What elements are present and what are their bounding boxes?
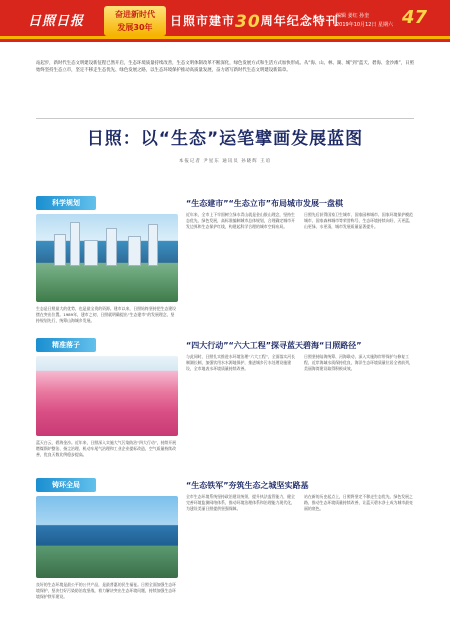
byline: 本报记者 尹星东 通讯员 孙晓辉 王谊 [178,159,272,164]
special-title-number: 30 [235,12,261,32]
flower-field-photo [36,356,178,436]
section-label: 科学规划 [36,196,96,210]
article-text: 近年来，全市上下牢固树立绿水青山就是金山银山理念，坚持生态优先、绿色发展，高标准编制城市总体规划，合理确定城市开发边界和生态保护红线，构建起科学合理的城市空间布局。 [186,212,295,230]
special-title-pre: 日照市建市 [170,14,236,28]
article-text: 蓝天白云，碧海金沙。近年来，日照深入实施大气污染防治“四大行动”，持续开展燃煤锅炉整治、扬尘治理、机动车尾气治理和工业企业提标改造，空气质量持续改善，优良天数比例稳步提高。 [36,440,177,458]
section-subheadline: “生态建市”“生态立市”布局城市发展一盘棋 [186,199,344,208]
divider [36,118,414,119]
building [70,222,80,266]
editor-line-2: 2019年10月12日 星期六 [336,22,394,28]
header-stripe [0,36,450,39]
masthead-logo: 日照日报 [28,14,85,29]
coastline-photo [36,496,178,578]
page-headline: 日照：以“生态”运笔擘画发展蓝图 [86,129,364,149]
badge-line-1: 奋进新时代 [115,10,155,19]
section-subheadline: “四大行动”“六大工程”探寻蓝天碧海“日照路径” [186,341,362,350]
section-subheadline: “生态铁军”夯筑生态之城坚实路基 [186,481,309,490]
anniversary-badge [104,6,166,36]
editor-line-1: 编辑 姜红 孙奎 [336,13,370,19]
section-label: 精准落子 [36,338,96,352]
lead-paragraph: 站起步，新时代生态文明建设新征程已然开启，生态环境质量持续改善，生态文明体制改革不断深化，绿色发展方式和生活方式加快形成。从“海、山、林、湖、城”到“蓝天、碧海、金沙滩”，日照始终坚持生态立市，坚定不移走生态优先、绿色发展之路，以生态环境保护推动高质量发展，奋力谱写新时代生态文明建设新篇章。 [36,61,414,74]
article-text: 良好的生态环境是最公平的公共产品，是最普惠的民生福祉。日照全面加强生态环境保护，坚决打好污染防治攻坚战，着力解决突出生态环境问题，持续加强生态环境保护铁军建设。 [36,582,177,600]
section-ironclad [36,478,414,628]
building [128,236,141,266]
section-planning [36,196,414,328]
page-header [0,0,450,42]
building [54,234,66,266]
section-label: 铸环全局 [36,478,96,492]
article-text: 全市生态环境系统坚持政治建设统领，提升执法监管能力，健全完善环境监测网络体系，推动环境治理体系和治理能力现代化，为建设美丽日照提供坚强保障。 [186,494,295,512]
article-text: 站在新的历史起点上，日照将坚定不移走生态优先、绿色发展之路，推动生态环境质量持续改善，让蓝天碧水净土成为城市最亮丽的底色。 [304,494,413,512]
section-precision [36,338,414,468]
article-text: 日照坚持陆海统筹、河海联动，深入实施海岸带保护与修复工程，近岸海域水质保持优良，海洋生态环境质量位居全省前列，美丽海湾建设取得积极成效。 [304,354,413,372]
article-text: 与此同时，日照扎实推进水环境治理“六大工程”，全面落实河长制湖长制，加强饮用水水源地保护，推进城乡污水处理设施建设，全市地表水环境质量持续改善。 [186,354,296,372]
article-text: 生态是日照最大的优势，也是最宝贵的资源。建市以来，日照始终坚持把生态建设摆在突出位置。1989年，建市之初，日照就明确提出“生态建市”的发展理念，坚持规划先行，统筹山海城乡发展。 [36,306,177,324]
special-issue-title [170,12,339,32]
editor-info [336,12,393,30]
building [148,224,158,266]
badge-line-2: 发展30年 [117,23,153,32]
building [84,240,98,266]
page-number: 47 [402,7,428,28]
article-text: 日照先后获得国家卫生城市、国家园林城市、国家环境保护模范城市、国家森林城市等荣誉称号，生态环境持续向好，天更蓝、山更绿、水更清，城市发展质量显著提升。 [304,212,413,230]
city-skyline-photo [36,214,178,302]
special-title-post: 周年纪念特刊 [260,14,339,28]
building [106,228,117,266]
